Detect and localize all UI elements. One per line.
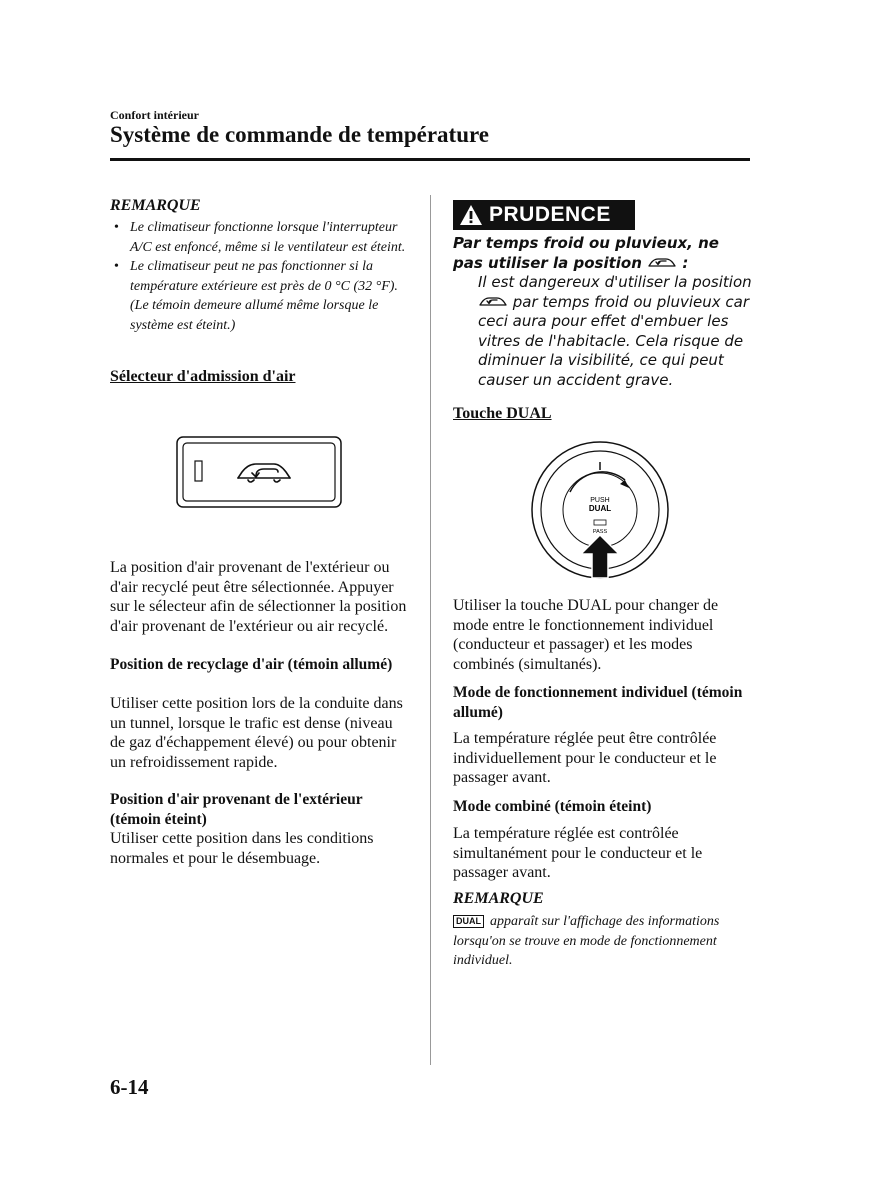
outside-air-text: Utiliser cette position dans les conditions normales et pour le désembuage.: [110, 830, 374, 867]
intake-selector-heading: Sélecteur d'admission d'air: [110, 368, 296, 385]
car-recirculation-icon: [647, 256, 677, 270]
caution-body-text: Il est dangereux d'utiliser la position: [478, 273, 752, 291]
individual-mode-text: La température réglée peut être contrôlée individuellement pour le conducteur et le passager avant.: [453, 730, 717, 786]
page-number: 6-14: [110, 1075, 149, 1099]
dual-heading: Touche DUAL: [453, 405, 552, 422]
combined-mode-heading: Mode combiné (témoin éteint): [453, 798, 652, 815]
knob-pass-label: PASS: [592, 529, 608, 535]
note-list: [110, 218, 410, 335]
caution-label: PRUDENCE: [489, 203, 611, 226]
note-item: • Le climatiseur fonctionne lorsque l'interrupteur A/C est enfoncé, même si le ventilateur est éteint.: [110, 218, 410, 257]
title-rule: [110, 158, 750, 161]
knob-push-label: PUSH: [590, 497, 610, 504]
note-heading: REMARQUE: [110, 197, 201, 214]
individual-mode-heading: Mode de fonctionnement individuel (témoin allumé): [453, 684, 743, 721]
recirc-heading: Position de recyclage d'air (témoin allumé): [110, 656, 393, 673]
outside-air-heading: Position d'air provenant de l'extérieur (témoin éteint): [110, 791, 363, 828]
page-title: Système de commande de température: [110, 122, 489, 147]
dual-knob-illustration: [530, 440, 670, 580]
section-label: Confort intérieur: [110, 108, 199, 122]
recirc-text: Utiliser cette position lors de la conduite dans un tunnel, lorsque le trafic est dense (niveau de gaz d'échappement élevé) ou pour obtenir un refroidissement rapide.: [110, 695, 403, 771]
caution-heading: [453, 234, 753, 273]
right-note-heading: REMARQUE: [453, 890, 544, 907]
column-divider: [430, 195, 431, 1065]
indicator-light-icon: [195, 461, 202, 481]
intake-description: La position d'air provenant de l'extérieur ou d'air recyclé peut être sélectionnée. Appuyer sur le sélecteur afin de sélectionner la position d'air provenant de l'extérieur ou air recyclé.: [110, 559, 407, 635]
air-intake-selector-illustration: [176, 436, 342, 508]
note-item: • Le climatiseur peut ne pas fonctionner si la température extérieure est près de 0 °C (32 °F). (Le témoin demeure allumé même lorsque le système est éteint.): [110, 257, 410, 335]
dual-indicator-light-icon: [594, 520, 606, 525]
right-note-body: apparaît sur l'affichage des informations lorsqu'on se trouve en mode de fonctionnement individuel.: [453, 914, 720, 968]
dual-description: Utiliser la touche DUAL pour changer de mode entre le fonctionnement individuel (conducteur et passager) et les modes combinés (simultanés).: [453, 597, 719, 673]
caution-text: [453, 234, 753, 390]
warning-triangle-icon: [459, 204, 483, 226]
caution-body: [453, 273, 753, 390]
caution-body-text-continued: par temps froid ou pluvieux car ceci aura pour effet d'embuer les vitres de l'habitacle. Cela risque de diminuer la visibilité, ce qui peut causer un accident grave.: [478, 292, 750, 389]
combined-mode-text: La température réglée est contrôlée simultanément pour le conducteur et le passager avant.: [453, 825, 703, 881]
caution-heading-colon: :: [682, 253, 689, 272]
car-recirculation-icon: [478, 295, 508, 309]
caution-heading-text: Par temps froid ou pluvieux, ne pas utiliser la position: [453, 234, 719, 272]
dual-indicator-chip: DUAL: [453, 915, 484, 928]
caution-badge: [453, 200, 635, 230]
right-note-text: [453, 912, 753, 971]
knob-dual-label: DUAL: [588, 504, 612, 513]
